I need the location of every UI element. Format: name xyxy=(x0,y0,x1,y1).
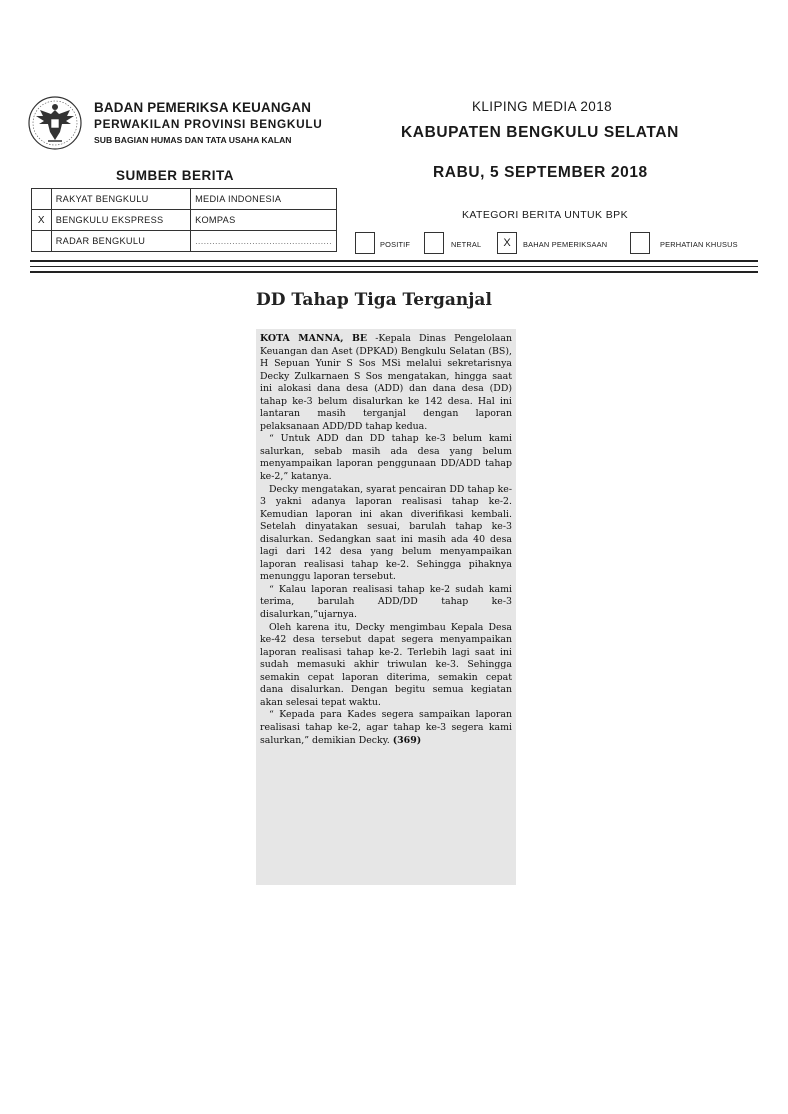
source-name: RADAR BENGKULU xyxy=(51,231,190,252)
source-row xyxy=(32,189,337,210)
source-title: SUMBER BERITA xyxy=(116,168,235,183)
article-header xyxy=(256,290,516,310)
source-table xyxy=(31,188,337,252)
article-paragraph: Decky mengatakan, syarat pencairan DD tahap ke-3 yakni adanya laporan realisasi tahap ke-2. Kemudian laporan ini akan diverifikasi kembali. Setelah dinyatakan sesuai, barulah tahap ke-3 disalurkan. Sedangkan saat ini masih ada 40 desa lagi dari 142 desa yang belum menyampaikan laporan realisasi tahap ke-2. Sehingga pihaknya menunggu laporan tersebut. xyxy=(260,483,512,583)
article-dateline: KOTA MANNA, BE xyxy=(260,333,368,344)
category-checkbox-positif xyxy=(355,232,375,254)
source-mark xyxy=(32,231,52,252)
source-name: BENGKULU EKSPRESS xyxy=(51,210,190,231)
category-label-netral: NETRAL xyxy=(451,240,482,249)
article-paragraph: Oleh karena itu, Decky mengimbau Kepala Desa ke-42 desa tersebut dapat segera menyampaikan laporan realisasi tahap ke-2. Terlebih lagi saat ini sudah memasuki akhir triwulan ke-3. Sehingga semakin cepat laporan diterima, semakin cepat dana disalurkan. Dengan begitu semua kegiatan akan selesai tepat waktu. xyxy=(260,621,512,708)
article-text: “ Kepada para Kades segera sampaikan laporan realisasi tahap ke-2, agar tahap ke-3 segera kami salurkan,” demikian Decky. xyxy=(260,709,512,746)
clipping-title: KLIPING MEDIA 2018 xyxy=(472,99,613,114)
article-paragraph: “ Untuk ADD dan DD tahap ke-3 belum kami salurkan, sebab masih ada desa yang belum menyampaikan laporan penggunaan DD/ADD tahap ke-2,” katanya. xyxy=(260,433,512,483)
source-blank: ................................................ xyxy=(191,231,337,252)
source-name: KOMPAS xyxy=(191,210,337,231)
category-label-perhatian-khusus: PERHATIAN KHUSUS xyxy=(660,240,738,249)
source-name: RAKYAT BENGKULU xyxy=(51,189,190,210)
org-name: BADAN PEMERIKSA KEUANGAN xyxy=(94,100,312,115)
source-mark xyxy=(32,189,52,210)
article-paragraph xyxy=(260,709,512,747)
divider-middle xyxy=(30,266,758,267)
article-paragraph xyxy=(260,333,512,433)
source-name: MEDIA INDONESIA xyxy=(191,189,337,210)
category-checkbox-perhatian-khusus xyxy=(630,232,650,254)
article-paragraph: “ Kalau laporan realisasi tahap ke-2 sudah kami terima, barulah ADD/DD tahap ke-3 disalurkan,”ujarnya. xyxy=(260,583,512,621)
org-subdivision: SUB BAGIAN HUMAS DAN TATA USAHA KALAN xyxy=(94,135,292,145)
article-text: -Kepala Dinas Pengelolaan Keuangan dan Aset (DPKAD) Bengkulu Selatan (BS), H Sepuan Yunir S Sos MSi melalui sekretarisnya Decky Zulkarnaen S Sos mengatakan, hingga saat ini alokasi dana desa (ADD) dan dana desa (DD) tahap ke-3 belum disalurkan ke 142 desa. Hal ini lantaran masih terganjal dengan laporan pelaksanaan ADD/DD tahap kedua. xyxy=(260,333,512,432)
regency-title: KABUPATEN BENGKULU SELATAN xyxy=(401,124,679,141)
source-row xyxy=(32,231,337,252)
clipping-date: RABU, 5 SEPTEMBER 2018 xyxy=(433,164,648,181)
category-label-bahan-pemeriksaan: BAHAN PEMERIKSAAN xyxy=(523,240,608,249)
article-headline: DD Tahap Tiga Terganjal xyxy=(256,290,492,310)
category-checkbox-bahan-pemeriksaan: X xyxy=(497,232,517,254)
category-label-positif: POSITIF xyxy=(380,240,411,249)
bpk-garuda-logo-icon xyxy=(26,94,84,152)
org-branch: PERWAKILAN PROVINSI BENGKULU xyxy=(94,117,323,131)
category-title: KATEGORI BERITA UNTUK BPK xyxy=(462,209,628,221)
divider-top xyxy=(30,260,758,262)
article-clipping xyxy=(256,329,516,885)
article-code: (369) xyxy=(392,734,422,746)
source-row xyxy=(32,210,337,231)
source-mark: X xyxy=(32,210,52,231)
divider-bottom xyxy=(30,271,758,273)
category-checkbox-netral xyxy=(424,232,444,254)
